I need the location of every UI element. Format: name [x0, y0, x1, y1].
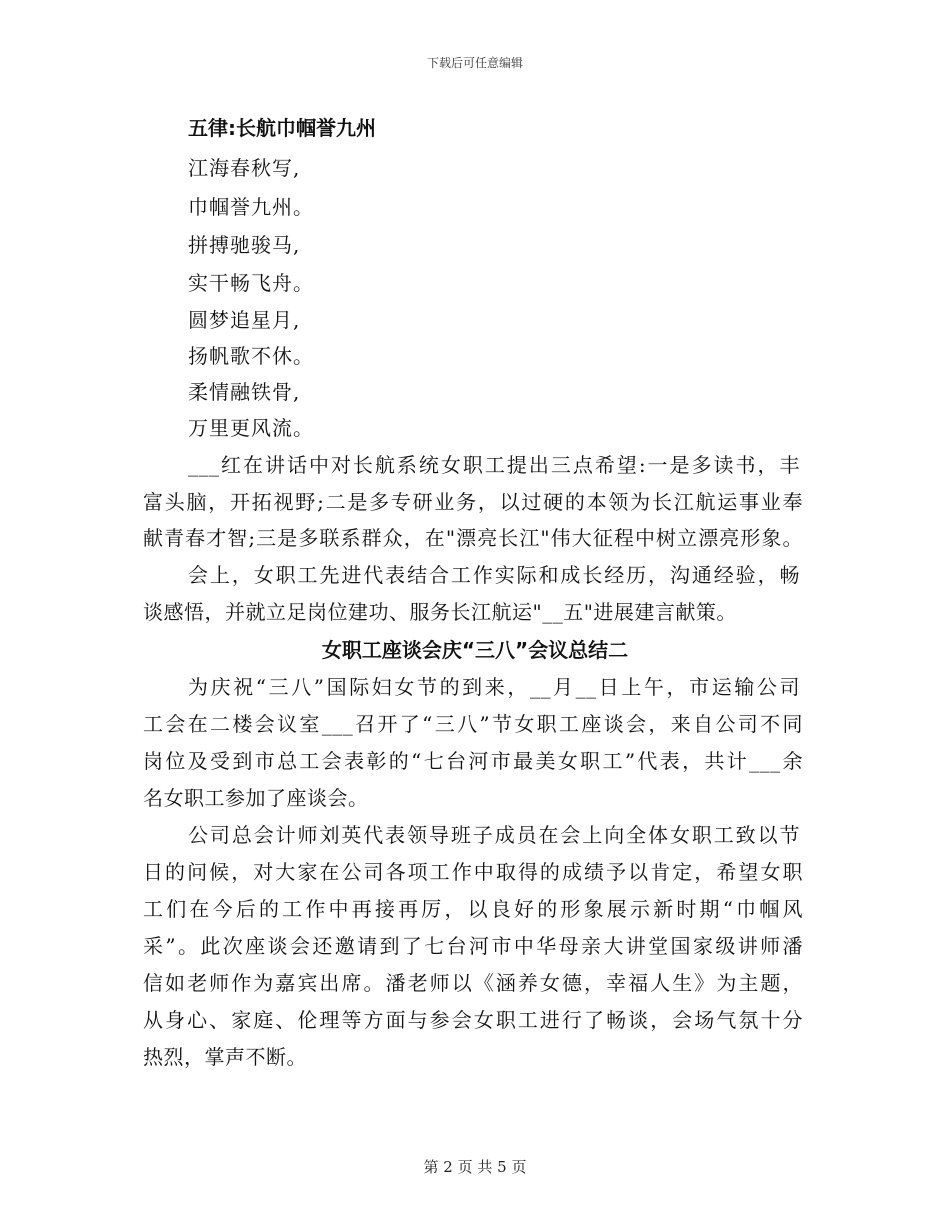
poem-line: 圆梦追星月, — [188, 308, 301, 332]
poem-title: 五律:长航巾帼誉九州 — [188, 116, 376, 140]
paragraph-line: 工们在今后的工作中再接再厉，以良好的形象展示新时期“巾帼风 — [143, 897, 803, 921]
paragraph-line: 采”。此次座谈会还邀请到了七台河市中华母亲大讲堂国家级讲师潘 — [143, 934, 803, 958]
paragraph-line: 日的问候，对大家在公司各项工作中取得的成绩予以肯定，希望女职 — [143, 860, 803, 884]
paragraph-line: 工会在二楼会议室___召开了“三八”节女职工座谈会，来自公司不同 — [143, 712, 803, 736]
poem-line: 扬帆歌不休。 — [188, 344, 314, 368]
paragraph-line: 会上，女职工先进代表结合工作实际和成长经历，沟通经验，畅 — [188, 563, 800, 587]
section-title: 女职工座谈会庆“三八”会议总结二 — [321, 638, 629, 662]
paragraph-line: 岗位及受到市总工会表彰的“七台河市最美女职工”代表，共计___余 — [143, 749, 803, 773]
paragraph-line: 谈感悟，并就立足岗位建功、服务长江航运"__五"进展建言献策。 — [143, 600, 737, 624]
page-header-note: 下载后可任意编辑 — [426, 56, 523, 70]
paragraph-line: 热烈，掌声不断。 — [143, 1045, 307, 1069]
poem-line: 实干畅飞舟。 — [188, 271, 314, 295]
paragraph-line: 为庆祝“三八”国际妇女节的到来，__月__日上午，市运输公司 — [188, 675, 800, 699]
paragraph-line: 富头脑，开拓视野;二是多专研业务，以过硬的本领为长江航运事业奉 — [143, 490, 803, 514]
poem-line: 拼搏驰骏马, — [188, 233, 301, 257]
paragraph-line: 从身心、家庭、伦理等方面与参会女职工进行了畅谈，会场气氛十分 — [143, 1008, 803, 1032]
poem-line: 江海春秋写, — [188, 156, 301, 180]
paragraph-line: 公司总会计师刘英代表领导班子成员在会上向全体女职工致以节 — [188, 823, 800, 847]
paragraph-line: 献青春才智;三是多联系群众，在"漂亮长江"伟大征程中树立漂亮形象。 — [143, 526, 803, 550]
paragraph-line: ___红在讲话中对长航系统女职工提出三点希望:一是多读书，丰 — [188, 453, 800, 477]
page-number: 第 2 页 共 5 页 — [423, 1158, 527, 1176]
poem-line: 柔情融铁骨, — [188, 380, 301, 404]
paragraph-line: 信如老师作为嘉宾出席。潘老师以《涵养女德，幸福人生》为主题， — [143, 971, 803, 995]
paragraph-line: 名女职工参加了座谈会。 — [143, 786, 369, 810]
poem-line: 万里更风流。 — [188, 416, 314, 440]
poem-line: 巾帼誉九州。 — [188, 195, 314, 219]
